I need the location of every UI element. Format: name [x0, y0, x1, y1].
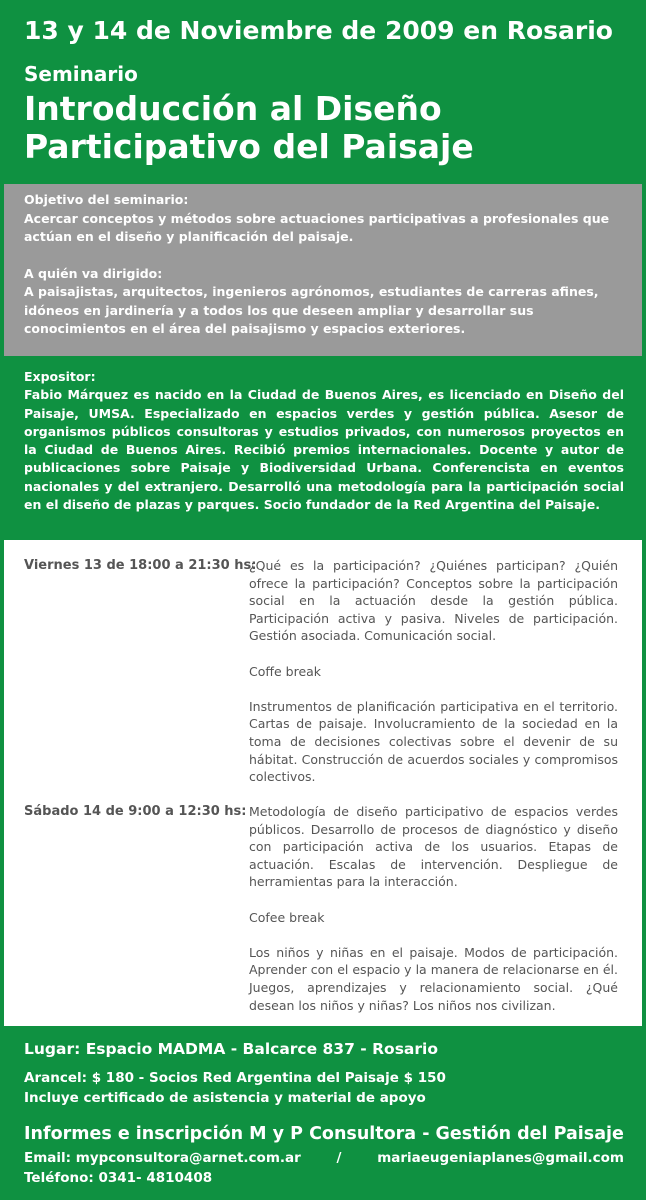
date-line: 13 y 14 de Noviembre de 2009 en Rosario [24, 16, 613, 45]
schedule-box [4, 540, 642, 1026]
title-line-1: Introducción al Diseño [24, 89, 442, 128]
objective-text: Acercar conceptos y métodos sobre actuaciones participativas a profesionales que actúan en el diseño y planificación del paisaje. [24, 210, 610, 244]
saturday-description [249, 803, 618, 1014]
speaker-section [24, 368, 624, 514]
fee-line: Arancel: $ 180 - Socios Red Argentina del Paisaje $ 150 [24, 1070, 446, 1086]
friday-paragraph-1: ¿Qué es la participación? ¿Quiénes participan? ¿Quién ofrece la participación? Conceptos sobre la participación social en la actuación desde la gestión pública. Participación activa y pasiva. Niveles de participación. Gestión asociada. Comunicación social. [249, 558, 618, 644]
friday-paragraph-2: Instrumentos de planificación participativa en el territorio. Cartas de paisaje. Involucramiento de la sociedad en la toma de decisiones colectivas sobre el devenir de su hábitat. Construcción de acuerdos sociales y compromisos colectivos. [249, 698, 618, 785]
saturday-label: Sábado 14 de 9:00 a 12:30 hs: [24, 804, 247, 819]
contact-block [24, 1148, 624, 1188]
objective-box [4, 184, 642, 356]
friday-break: Coffe break [249, 663, 322, 679]
saturday-paragraph-1: Metodología de diseño participativo de espacios verdes públicos. Desarrollo de procesos de diagnóstico y diseño con participación activa de los usuarios. Etapas de actuación. Escalas de intervención. Despliegue de herramientas para la interacción. [249, 804, 618, 890]
email-primary[interactable]: Email: mypconsultora@arnet.com.ar [24, 1150, 301, 1166]
seminar-label: Seminario [24, 62, 138, 86]
info-heading: Informes e inscripción M y P Consultora - Gestión del Paisaje [24, 1124, 624, 1144]
phone-line[interactable]: Teléfono: 0341- 4810408 [24, 1170, 213, 1186]
email-secondary[interactable]: mariaeugeniaplanes@gmail.com [377, 1150, 624, 1166]
objective-heading: Objetivo del seminario: [24, 192, 189, 207]
audience-heading: A quién va dirigido: [24, 265, 163, 281]
venue-line: Lugar: Espacio MADMA - Balcarce 837 - Rosario [24, 1040, 438, 1058]
seminar-title [24, 90, 624, 166]
spacer [24, 247, 626, 265]
friday-label: Viernes 13 de 18:00 a 21:30 hs: [24, 558, 257, 573]
saturday-paragraph-2: Los niños y niñas en el paisaje. Modos de participación. Aprender con el espacio y la manera de relacionarse en él. Juegos, aprendizajes y relacionamiento social. ¿Qué desean los niños y niñas? Los niños nos civilizan. [249, 944, 618, 1013]
email-separator: / [336, 1150, 342, 1166]
saturday-break: Cofee break [249, 909, 325, 925]
speaker-text: Fabio Márquez es nacido en la Ciudad de Buenos Aires, es licenciado en Diseño del Paisaje, UMSA. Especializado en espacios verdes y gestión pública. Asesor de organismos públicos consultoras y estudios privados, con numerosos proyectos en la Ciudad de Buenos Aires. Recibió premios internacionales. Docente y autor de publicaciones sobre Paisaje y Biodiversidad Urbana. Conferencista en eventos nacionales y del extranjero. Desarrolló una metodología para la participación social en el diseño de plazas y parques. Socio fundador de la Red Argentina del Paisaje. [24, 387, 624, 513]
includes-line: Incluye certificado de asistencia y material de apoyo [24, 1090, 426, 1106]
email-row [24, 1148, 624, 1168]
title-line-2: Participativo del Paisaje [24, 127, 474, 166]
audience-text: A paisajistas, arquitectos, ingenieros agrónomos, estudiantes de carreras afines, idóneos en jardinería y a todos los que deseen ampliar y desarrollar sus conocimientos en el área del paisajismo y espacios exteriores. [24, 284, 599, 336]
speaker-heading: Expositor: [24, 369, 96, 384]
fee-block [24, 1068, 624, 1108]
friday-description [249, 557, 618, 786]
